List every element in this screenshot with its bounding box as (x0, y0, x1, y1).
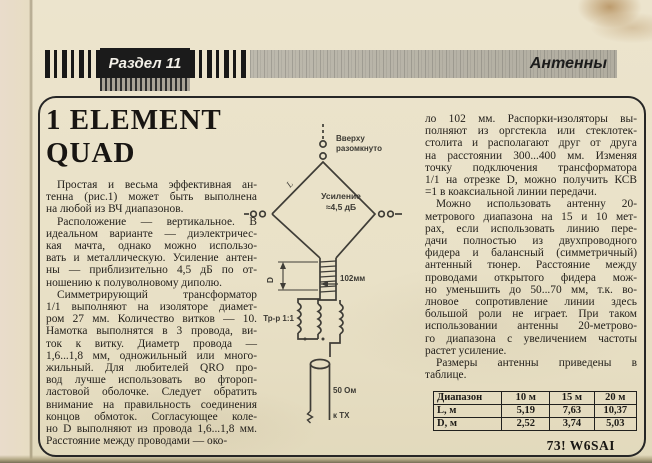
ladder-width-label: 102мм (340, 274, 366, 283)
chapter-title: Антенны (529, 55, 607, 72)
text-line: 1,6...1,8 мм, одножильный или много- (46, 349, 257, 362)
text-line: =1 в коаксиальной линии передачи. (425, 186, 597, 199)
text-line: дачи полностью из двухпроводного (425, 235, 637, 248)
text-line: 1/1 на отрезке D, можно получить КСВ (425, 174, 637, 187)
header-barcode-right (190, 50, 250, 78)
top-insulator-icon (320, 153, 326, 159)
quad-loop-wire (272, 214, 320, 258)
article-title-line2: QUAD (46, 137, 136, 169)
cable-break-squiggle (308, 411, 313, 423)
text-line: таблице. (425, 369, 467, 382)
text-line: 1/1 выполняют на изоляторе диамет- (46, 301, 257, 314)
table-header-20m: 20 м (594, 392, 637, 405)
section-title-stripe (100, 78, 190, 91)
text-line: тенна (рис.1) может быть выполнена (46, 191, 257, 204)
text-line: ток к витку. Диаметр провода — (46, 337, 257, 350)
cell-D-10m: 2,52 (502, 418, 550, 431)
open-top-note-line1: Вверху (336, 134, 365, 143)
text-line: большой роли не играет. При таком (425, 308, 637, 321)
text-line: но D выполняют из провода 1,6...1,8 мм. (46, 423, 257, 436)
text-line: Расположение — вертикальное. В (57, 215, 257, 228)
table-header-10m: 10 м (502, 392, 550, 405)
section-title-box (100, 48, 190, 78)
text-line: кая мачта, однако можно использо- (46, 240, 257, 253)
cell-D-15m: 3,74 (550, 418, 594, 431)
cell-D-20m: 5,03 (594, 418, 637, 431)
left-insulator-icon (251, 211, 257, 217)
text-line: антенный тюнер. Расстояние между (425, 259, 637, 272)
quad-loop-wire (272, 162, 375, 258)
text-line: жильный. Для любителей QRO про- (46, 362, 257, 375)
text-line: фидера и балансный (симметричный) (425, 247, 637, 260)
text-line: ром 27 мм. Количество витков — 10. (46, 313, 257, 326)
text-line: Симметрирующий трансформатор (57, 288, 257, 301)
paragraph (46, 289, 257, 448)
text-line: Можно использовать антенну 20- (436, 198, 637, 211)
text-line: столита и располагают друг от друга (425, 137, 637, 150)
text-line: лновое сопротивление линии здесь (425, 296, 637, 309)
text-line: рах, если использовать линию пере- (425, 222, 637, 235)
arrowhead (280, 262, 286, 269)
text-line: проводами открытого фидера мож- (425, 271, 637, 284)
stub-dim-label: D (265, 276, 275, 284)
gain-label-line1: Усиление (321, 191, 361, 201)
table-row (434, 418, 637, 431)
cell-L-20m: 10,37 (594, 405, 637, 418)
coil-icon (340, 304, 343, 334)
text-line: полняют из оргстекла или стеклотек- (425, 125, 637, 138)
article-title-line1: 1 ELEMENT (46, 104, 222, 136)
left-insulator-icon (260, 211, 266, 217)
table-header-band: Диапазон (434, 392, 502, 405)
left-column (46, 104, 257, 447)
coax-impedance-label: 50 Ом (333, 386, 357, 395)
table-header-15m: 15 м (550, 392, 594, 405)
table-header-row (434, 392, 637, 405)
right-column (425, 113, 637, 431)
section-title: Раздел 11 (108, 54, 182, 72)
text-line: вать и металлическую. Усиление антен- (46, 252, 257, 265)
text-line: вод лучше использовать во фтороп- (46, 374, 257, 387)
header-barcode-left (45, 50, 100, 78)
loop-side-label: L (284, 178, 295, 190)
article-title (46, 104, 257, 170)
right-insulator-icon (379, 211, 385, 217)
coil-icon (298, 303, 301, 333)
right-insulator-icon (388, 211, 394, 217)
paragraph (46, 216, 257, 289)
top-insulator-icon (320, 141, 326, 147)
text-line: ло 102 мм. Распорки-изоляторы вы- (425, 113, 637, 125)
cell-L-15m: 7,63 (550, 405, 594, 418)
to-tx-label: к TX (333, 411, 350, 420)
balun-transformer (298, 296, 343, 357)
polarity-dot (304, 338, 307, 341)
text-line: на любой из ВЧ диапазонов. (46, 203, 184, 216)
quad-antenna-schematic (242, 98, 442, 456)
text-line: внимание на правильность соединения (46, 398, 257, 411)
text-line: растет усиление. (425, 344, 507, 357)
text-line: Расстояние между проводами — око- (46, 435, 228, 448)
text-line: ластовой оболочке. Следует обратить (46, 386, 257, 399)
ladder-line-rungs (320, 261, 336, 292)
cell-L-10m: 5,19 (502, 405, 550, 418)
row-label: L, м (434, 405, 502, 418)
transformer-label: Тр-р 1:1 (263, 314, 294, 323)
coil-icon (318, 304, 321, 334)
arrowhead (280, 283, 286, 290)
paragraph (46, 179, 257, 216)
open-top-note-line2: разомкнуто (336, 144, 382, 153)
paragraph (425, 357, 637, 381)
paragraph (425, 198, 637, 357)
text-line: использовании антенны 20-метрово- (425, 320, 637, 333)
text-line: концов обмоток. Согласующее коле- (46, 410, 257, 423)
text-line: ны — приблизительно 4,5 дБ по от- (46, 264, 257, 277)
antenna-dimensions-table (433, 391, 637, 431)
text-line: Простая и весьма эффективная ан- (57, 179, 257, 191)
page-left-margin (0, 0, 30, 463)
text-line: Размеры антенны приведены в (436, 357, 637, 370)
row-label: D, м (434, 418, 502, 431)
text-line: на расстоянии 300...400 мм. Изменяя (425, 149, 637, 162)
table-row (434, 405, 637, 418)
paragraph (425, 113, 637, 198)
text-line: Намотка выполнятся в 3 провода, ви- (46, 325, 257, 338)
coax-connector-icon (311, 360, 330, 369)
text-line: точку подключения трансформатора (425, 161, 637, 174)
text-line: идеальном варианте — диэлектричес- (46, 227, 257, 240)
page-crease-line (29, 0, 33, 463)
author-signature: 73! W6SAI (546, 438, 615, 453)
gain-label-line2: ≈4,5 дБ (325, 202, 357, 212)
header-gray-bar (250, 50, 617, 78)
text-line: но уменьшить до 50...70 мм, т.к. во- (425, 283, 637, 296)
text-line: го диапазона с увеличением частоты (425, 332, 637, 345)
text-line: метрового диапазона на 15 и 10 мет- (425, 210, 637, 223)
polarity-dot (322, 338, 325, 341)
text-line: ношению к полуволновому диполю. (46, 276, 222, 289)
